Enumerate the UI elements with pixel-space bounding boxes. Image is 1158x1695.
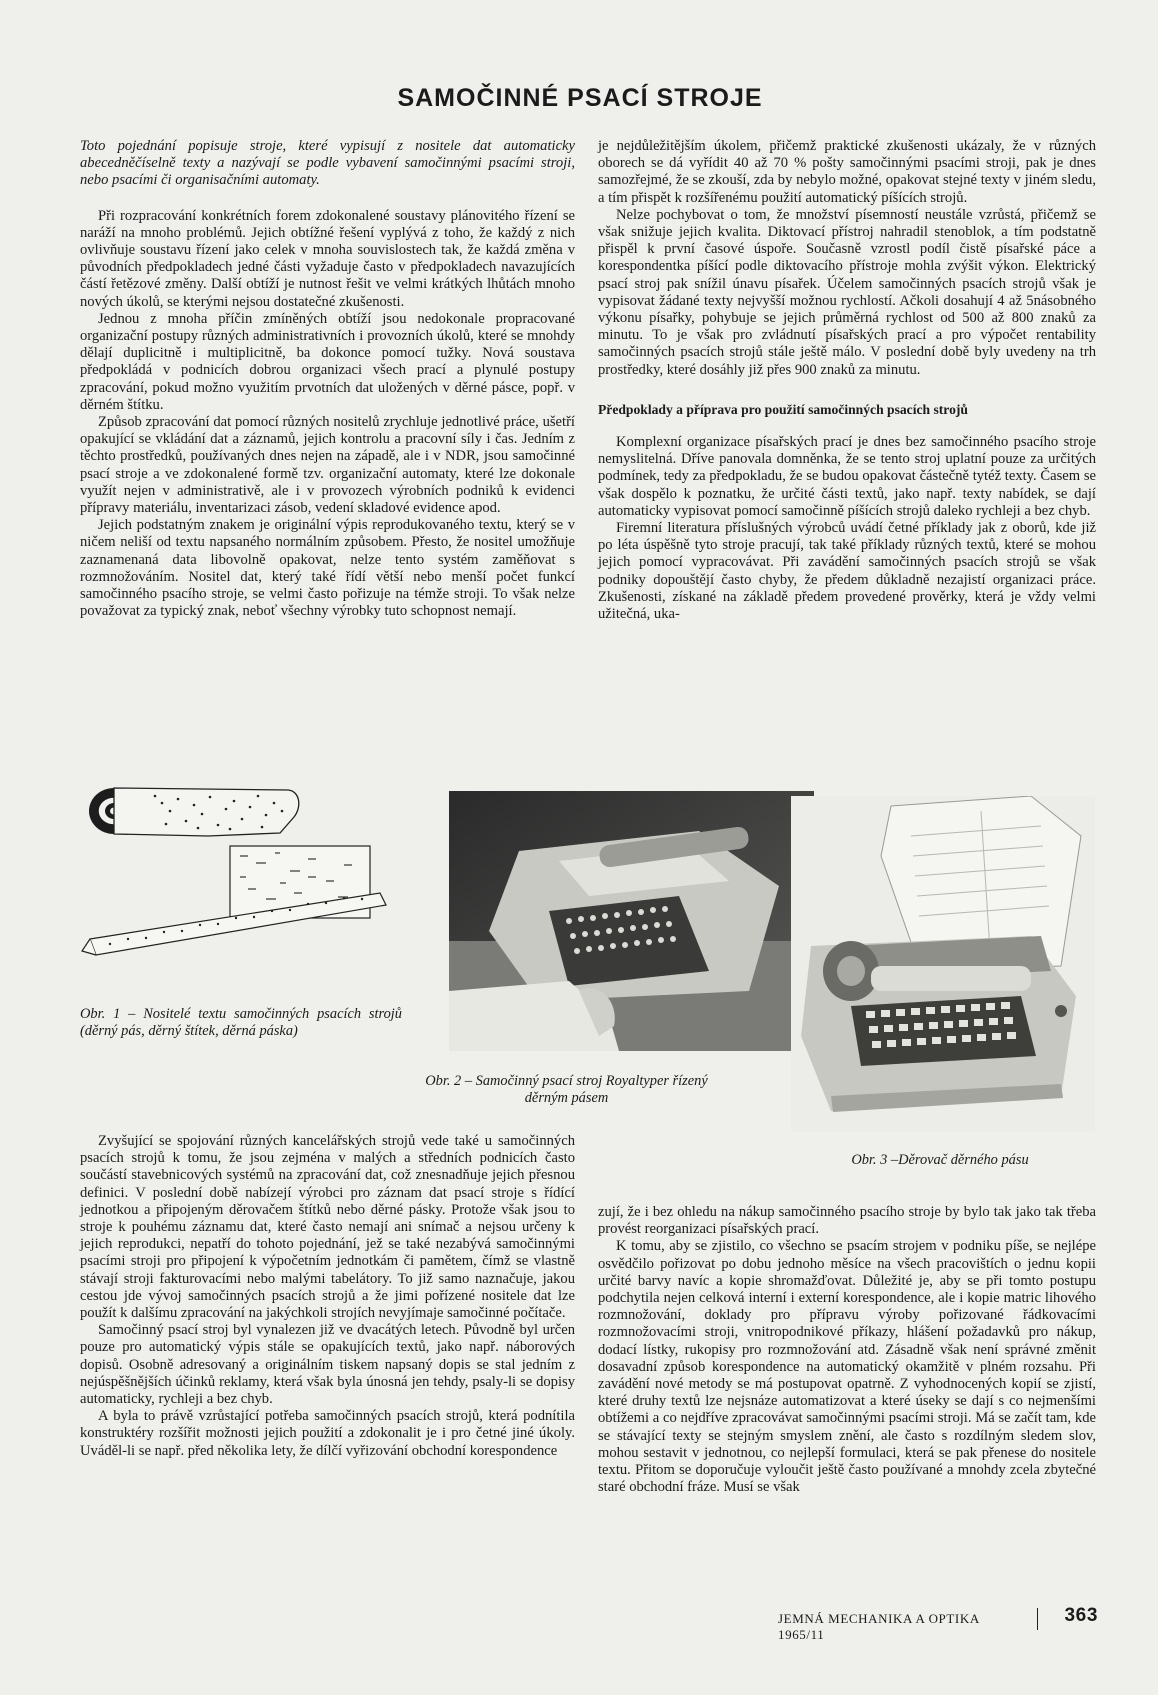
footer-divider xyxy=(1037,1608,1038,1630)
figure-1-caption: Obr. 1 – Nositelé textu samočinných psacích strojů (děrný pás, děrný štítek, děrná páska) xyxy=(80,1006,402,1039)
page-number: 363 xyxy=(1064,1605,1098,1626)
paragraph: Při rozpracování konkrétních forem zdokonalené soustavy plánovitého řízení se naráží na mnoho problémů. Jejich obtížné řešení vyplývá z toho, že každý z nich ovlivňuje soustavu řízení jako celek v mnoha souvislostech tak, že každá změna v původních předpokladech jedné části vyžaduje často v předpokladech navazujících částí řetězové změny. Další obtíží je nutnost řešit ve velmi krátkých lhůtách mnoho nových úkolů, se kterými nejsou dostatečné zkušenosti. xyxy=(80,207,575,310)
paragraph: je nejdůležitějším úkolem, přičemž praktické zkušenosti ukázaly, že v různých oborech se dá vyřídit 40 až 70 % pošty samočinnými psacími stroji, pak je dnes samozřejmé, že se zkouší, zda by nebylo možné, opakovat stejné texty v jiném sledu, a tím přispět k rozšířenému použití automatický píšících strojů. xyxy=(598,138,1096,206)
paragraph: Nelze pochybovat o tom, že množství písemností neustále vzrůstá, přičemž se však snižuje jejich kvalita. Diktovací přístroj nahradil stenoblok, a tím podstatně přispěl k první časové úspoře. Současně vzrostl podíl čistě písařské páce a korespondentka píšící podle diktovacího přístroje mohla zvýšit výkon. Elektrický psací stroj pak snížil únavu písařek. Účelem samočinných psacích strojů však je vypisovat žádané texty nejvyšší možnou rychlostí. Ačkoli dosahují 4 až 5násobného výkonu písařky, pohybuje se jejich průměrná rychlost od 500 až 800 znaků za minutu. To je však pro zvládnutí písařských prací a pro výpočet rentability samočinných psacích strojů stále ještě málo. V poslední době byly uvedeny na trh prostředky, které dosáhly již přes 900 znaků za minutu. xyxy=(598,206,1096,378)
paragraph: K tomu, aby se zjistilo, co všechno se psacím strojem v podniku píše, se nejlépe osvědčilo pořizovat po dobu jednoho měsíce na všech pracovištích o jednu kopii určité barvy navíc a kopie shromažďovat. Důležité je, aby se při tomto postupu podchytila nejen celková interní i externí korespondence, ale i kopie matric lihového rozmnožování, doklady pro přípravu výroby pořizované řádkovacími rozmnožovacími stroji, vnitropodnikové příkazy, hlášení požadavků pro nákup, dodací lístky, rukopisy pro rozmnožování atd. Zásadně však není správné změnit dosavadní způsob korespondence na automatický okamžitě v plném rozsahu. Při zavádění nové metody se má postupovat opatrně. Z vyhodnocených kopií se zjistí, které druhy textů lze nejsnáze automatizovat a které úseky se dají s co nejmenšími obtížemi a co nejdříve zpracovávat samočinnými psacími stroji. Má se začít tam, kde se stávající texty se stejným smyslem znění, ale často s rozdílným sledem slov, mohou sestavit v jednotnou, co nejlepší formulaci, která se pak přenese do nositele textu. Přitom se doporučuje vyloučit ještě často používané a mnohdy zcela zbytečné staré obchodní fráze. Musí se však xyxy=(598,1238,1096,1496)
tape-punch-photo xyxy=(791,796,1095,1132)
right-column-top xyxy=(598,138,1096,623)
paragraph: Způsob zpracování dat pomocí různých nositelů zrychluje jednotlivé práce, ušetří opakující se vkládání dat a záznamů, jejich kontrolu a pracovní síly i čas. Jedním z těchto prostředků, používaných dnes nejen na západě, ale i v NDR, jsou samočinné psací stroje a ve zdokonalené formě tzv. organizační automaty, které lze dokonale využít nejen v administrativě, ale i v provozech výrobních podniků k evidenci přípravy materiálu, inventarizaci zásob, vedení skladové evidence apod. xyxy=(80,414,575,517)
left-column-bottom xyxy=(80,1133,575,1460)
paragraph: Firemní literatura příslušných výrobců uvádí četné příklady jak z oborů, kde již po léta úspěšně tyto stroje pracují, tak také příklady různých textů, které se mohou jejich pomocí vypracovávat. Při zavádění samočinných psacích strojů se však podniky dopouštějí často chyby, že předem důkladně nezajistí organizaci práce. Zkušenosti, získané na základě předem provedené prověrky, která je vždy velmi užitečná, uka- xyxy=(598,520,1096,623)
abstract: Toto pojednání popisuje stroje, které vypisují z nositele dat automaticky abecedněčíselně texty a nazývají se podle vybavení samočinnými psacími stroji, nebo psacími či organisačními automaty. xyxy=(80,138,575,189)
article-title: SAMOČINNÉ PSACÍ STROJE xyxy=(397,84,763,112)
punched-tape-illustration xyxy=(80,781,402,999)
paragraph: zují, že i bez ohledu na nákup samočinného psacího stroje by bylo tak jako tak třeba provést reorganizaci písařských prací. xyxy=(598,1204,1096,1238)
paragraph: Jejich podstatným znakem je originální výpis reprodukovaného textu, který se v ničem neliší od textu napsaného normálním způsobem. Přesto, že nositel umožňuje zaznamenaná data libovolně opakovat, nelze tento systém zaměňovat s rozmnožováním. Nositel dat, který také řídí větší nebo menší počet funkcí samočinného psacího stroje, se velmi často pořizuje na témže stroji. To však nelze považovat za typický znak, neboť všechny výrobky tuto schopnost nemají. xyxy=(80,517,575,620)
punched-tape xyxy=(114,788,299,836)
page-footer xyxy=(778,1605,1098,1642)
journal-name: JEMNÁ MECHANIKA A OPTIKA 1965/11 xyxy=(778,1611,980,1642)
figure-3-caption: Obr. 3 –Děrovač děrného pásu xyxy=(851,1152,1029,1168)
paragraph: Samočinný psací stroj byl vynalezen již ve dvacátých letech. Původně byl určen pouze pro automatický výpis stále se opakujících textů, jako např. náborových dopisů. Osobně adresovaný a originálním tiskem napsaný dopis se stal jedním z nejúspěšnějších účinků reklamy, která však byla únosná jen tehdy, psaly-li se dopisy automaticky, rychleji a bez chyb. xyxy=(80,1322,575,1408)
figure-2-caption: Obr. 2 – Samočinný psací stroj Royaltyper řízený děrným pásem xyxy=(425,1073,708,1106)
paragraph: Jednou z mnoha příčin zmíněných obtíží jsou nedokonale propracované organizační postupy různých administrativních i provozních úkolů, které se mnohdy dělají duplicitně i multiplicitně, ba dokonce pomocí tužky. Nová soustava předpokládá v podnicích dobrou organizaci všech prací a plynulé postupy zpracování, pokud možno využitím prvotních dat uložených v děrné pásce, popř. v děrném štítku. xyxy=(80,310,575,413)
paragraph: Komplexní organizace písařských prací je dnes bez samočinného psacího stroje nemyslitelná. Dříve panovala domněnka, že se tento stroj uplatní pouze za určitých podmínek, tedy za předpokladu, že se budou opakovat částečně tytéž texty. Časem se však dospělo k poznatku, že určité části textů, jako např. texty nabídek, se dají automaticky vypisovat pomocí samočinně píšících strojů daleko rychleji a bez chyb. xyxy=(598,434,1096,519)
section-heading: Předpoklady a příprava pro použití samočinných psacích strojů xyxy=(598,401,968,417)
paragraph: Zvyšující se spojování různých kancelářských strojů vede také u samočinných psacích strojů k tomu, že jsou zejména v malých a středních podnicích často součástí stavebnicových systémů na zpracování dat, což znesnadňuje jejich přesnou definici. V poslední době nabízejí výrobci pro záznam dat psací stroje s řídící jednotkou a připojeným děrovačem štítků nebo děrné pásky. Protože však jsou to stroje k pouhému záznamu dat, které často nemají ani snímač a nejsou určeny k jejich reprodukci, nepatří do tohoto pojednání, jež se také nezabývá samočinnými psacími stroji pro připojení k výpočetním jednotkám či pamětem, čímž se vlastně stávají stroji fakturovacími nebo malými tabelátory. To již samo naznačuje, jakou cestou jde vývoj samočinných psacích strojů a že jimi pořízené nositele dat lze použít k dalšímu zpracování na jakýchkoli strojích nevyjímaje samočinné počítače. xyxy=(80,1133,575,1322)
royaltyper-typewriter-photo xyxy=(449,791,814,1051)
left-column-top xyxy=(80,138,575,620)
paragraph: A byla to právě vzrůstající potřeba samočinných psacích strojů, která podnítila konstruktéry rozšířit možnosti jejich použití a zdokonalit je i pro četné jiné úkoly. Uváděl-li se např. před několika lety, že dílčí vyřizování obchodní korespondence xyxy=(80,1408,575,1459)
right-column-bottom xyxy=(598,1204,1096,1496)
